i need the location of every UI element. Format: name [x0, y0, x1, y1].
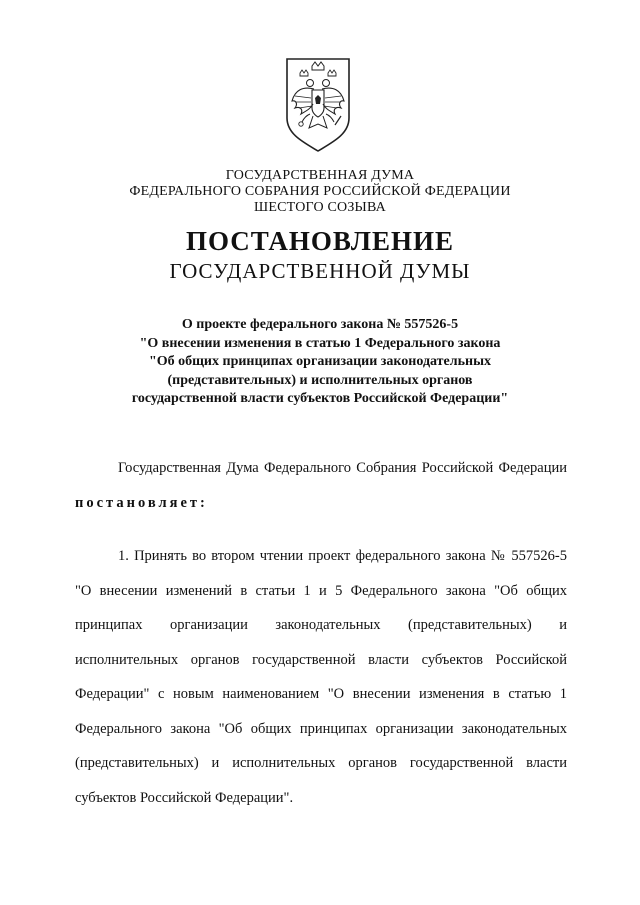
bill-title	[0, 316, 640, 409]
bill-title-line-4: (представительных) и исполнительных органов	[167, 372, 473, 388]
resolution-item-1: 1. Принять во втором чтении проект федерального закона № 557526-5 "О внесении изменений в статьи 1 и 5 Федерального закона "Об общих принципах организации законодательных (представительных) и исполнительных органов государственной власти субъектов Российской Федерации" с новым наименованием "О внесении изменения в статью 1 Федерального закона "Об общих принципах организации законодательных (представительных) и исполнительных органов государственной власти субъектов Российской Федерации".	[75, 548, 567, 806]
coat-of-arms-emblem	[283, 56, 353, 154]
bill-title-line-5: государственной власти субъектов Российской Федерации"	[131, 391, 509, 406]
document-title: ПОСТАНОВЛЕНИЕ	[185, 226, 455, 256]
document-subtitle: ГОСУДАРСТВЕННОЙ ДУМЫ	[169, 259, 471, 283]
preamble-text: Государственная Дума Федерального Собрания Российской Федерации	[118, 460, 567, 476]
header-line-1: ГОСУДАРСТВЕННАЯ ДУМА	[225, 168, 415, 183]
bill-title-line-2: "О внесении изменения в статью 1 Федерального закона	[139, 335, 501, 351]
header-line-3: ШЕСТОГО СОЗЫВА	[254, 200, 386, 215]
decree-word: постановляет:	[75, 494, 208, 511]
preamble-paragraph	[75, 451, 567, 520]
issuer-header	[0, 168, 640, 216]
bill-title-line-1: О проекте федерального закона № 557526-5	[181, 317, 459, 332]
bill-title-line-3: "Об общих принципах организации законодательных	[148, 354, 492, 369]
header-line-2: ФЕДЕРАЛЬНОГО СОБРАНИЯ РОССИЙСКОЙ ФЕДЕРАЦИИ	[129, 184, 511, 199]
